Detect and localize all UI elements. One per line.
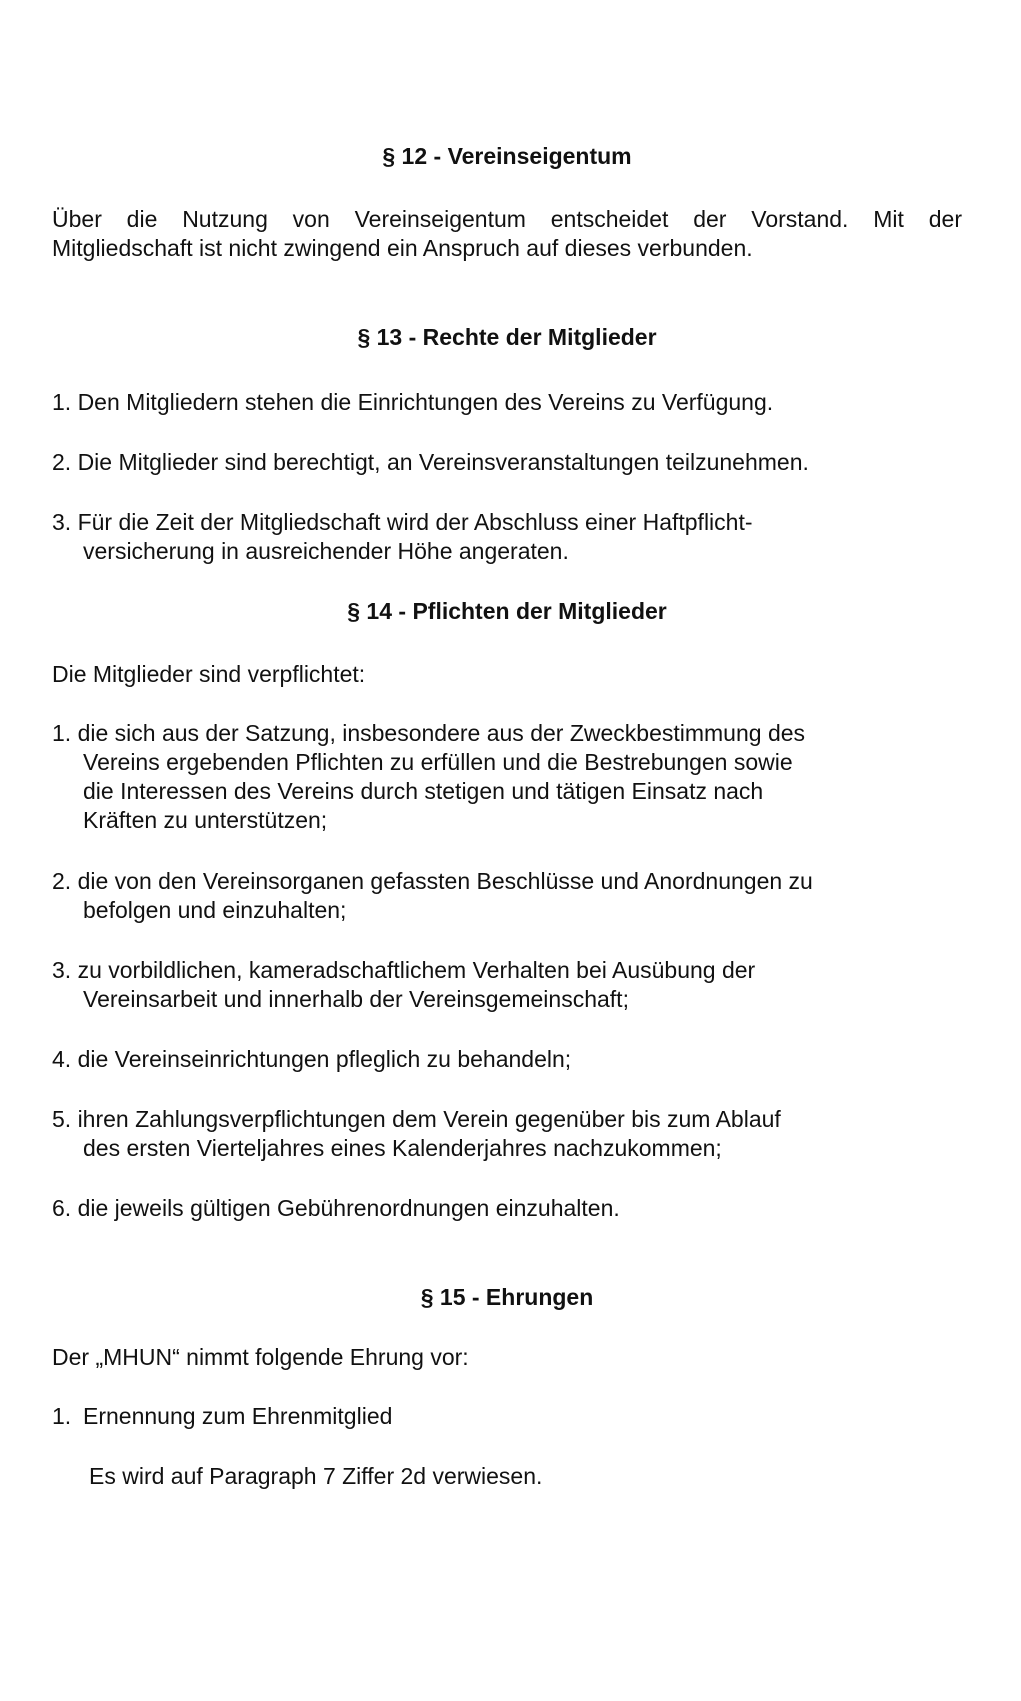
item-line: 6. die jeweils gültigen Gebührenordnungen einzuhalten. — [52, 1195, 620, 1221]
item-line: Vereins ergebenden Pflichten zu erfüllen und die Bestrebungen sowie — [83, 749, 793, 775]
item-number: 1. — [52, 1403, 72, 1429]
section-14-item-3 — [52, 956, 962, 1014]
section-13-item-1 — [52, 388, 962, 417]
item-line: 4. die Vereinseinrichtungen pfleglich zu behandeln; — [52, 1046, 572, 1072]
item-line: des ersten Vierteljahres eines Kalenderjahres nachzukommen; — [83, 1135, 722, 1161]
item-line: Vereinsarbeit und innerhalb der Vereinsgemeinschaft; — [83, 986, 629, 1012]
section-14-item-1 — [52, 719, 962, 835]
section-14-item-2 — [52, 867, 962, 925]
section-14-item-6 — [52, 1194, 962, 1223]
item-label: Ernennung zum Ehrenmitglied — [83, 1403, 393, 1429]
item-line: Kräften zu unterstützen; — [83, 807, 328, 833]
item-line: versicherung in ausreichender Höhe angeraten. — [83, 538, 569, 564]
section-15-intro: Der „MHUN“ nimmt folgende Ehrung vor: — [52, 1344, 469, 1370]
section-14-heading: § 14 - Pflichten der Mitglieder — [347, 598, 667, 624]
section-15-item-1-note: Es wird auf Paragraph 7 Ziffer 2d verwiesen. — [89, 1463, 543, 1489]
item-line: 1. die sich aus der Satzung, insbesondere aus der Zweckbestimmung des — [52, 720, 806, 746]
section-13-item-2 — [52, 448, 962, 477]
section-15-heading: § 15 - Ehrungen — [420, 1284, 594, 1310]
section-12-line-2: Mitgliedschaft ist nicht zwingend ein Anspruch auf dieses verbunden. — [52, 235, 753, 261]
item-line: 3. zu vorbildlichen, kameradschaftlichem Verhalten bei Ausübung der — [52, 957, 756, 983]
section-14-item-4 — [52, 1045, 962, 1074]
section-12-heading: § 12 - Vereinseigentum — [382, 143, 632, 169]
item-line: 1. Den Mitgliedern stehen die Einrichtungen des Vereins zu Verfügung. — [52, 389, 774, 415]
item-line: 5. ihren Zahlungsverpflichtungen dem Verein gegenüber bis zum Ablauf — [52, 1106, 781, 1132]
section-15-item-1 — [52, 1402, 392, 1431]
item-line: 2. die von den Vereinsorganen gefassten Beschlüsse und Anordnungen zu — [52, 868, 813, 894]
section-14-intro: Die Mitglieder sind verpflichtet: — [52, 661, 366, 687]
section-12-paragraph — [52, 205, 962, 263]
item-line: befolgen und einzuhalten; — [83, 897, 347, 923]
section-14-item-5 — [52, 1105, 962, 1163]
item-line: 3. Für die Zeit der Mitgliedschaft wird der Abschluss einer Haftpflicht- — [52, 509, 753, 535]
item-line: die Interessen des Vereins durch stetigen und tätigen Einsatz nach — [83, 778, 764, 804]
section-12-line-1: Über die Nutzung von Vereinseigentum entscheidet der Vorstand. Mit der — [52, 206, 962, 232]
section-13-heading: § 13 - Rechte der Mitglieder — [357, 324, 657, 350]
section-13-item-3 — [52, 508, 962, 566]
item-line: 2. Die Mitglieder sind berechtigt, an Vereinsveranstaltungen teilzunehmen. — [52, 449, 809, 475]
